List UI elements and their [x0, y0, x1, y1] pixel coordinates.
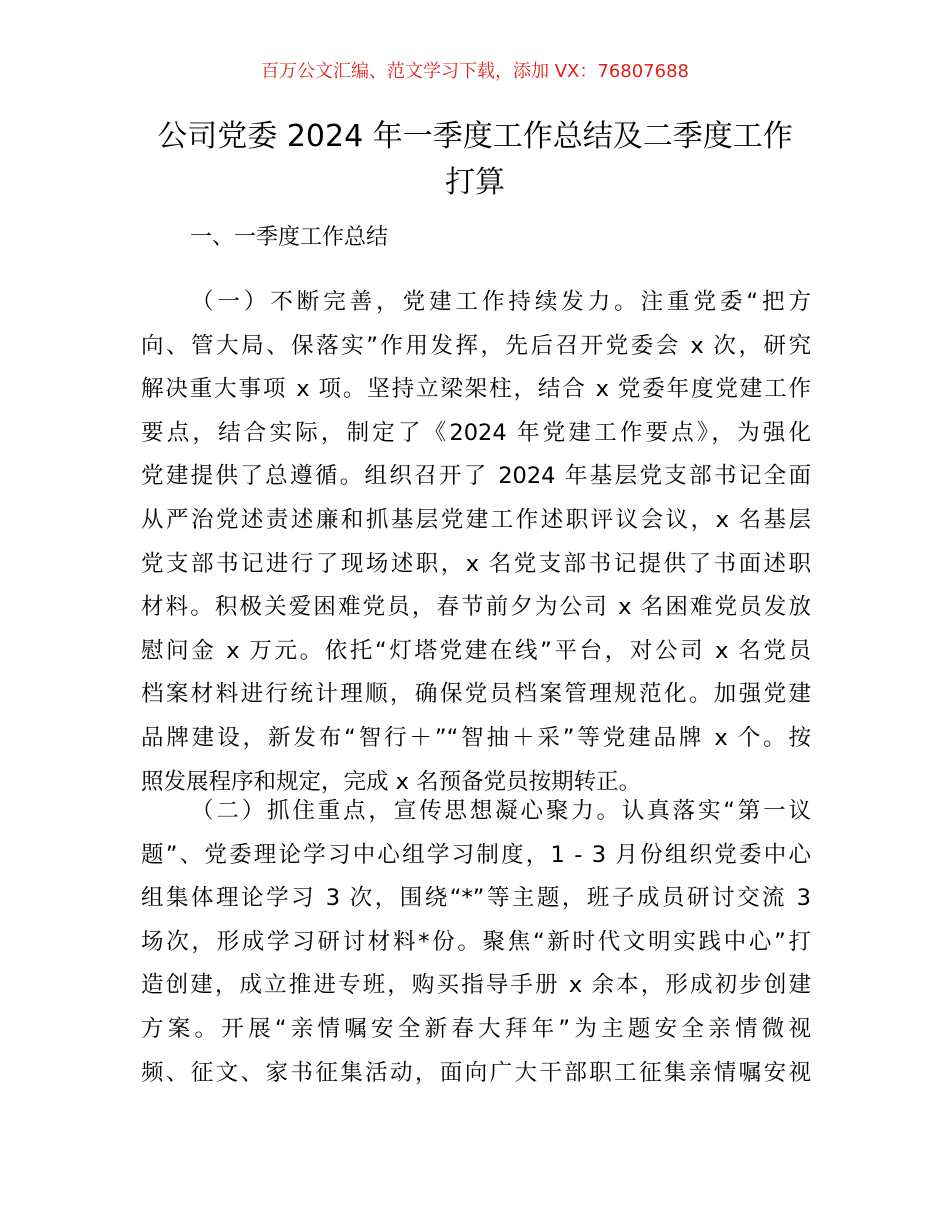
- text-line: 从严治党述责述廉和抓基层党建工作述职评议会议，x 名基层: [141, 506, 811, 533]
- text-line: 档案材料进行统计理顺，确保党员档案管理规范化。加强党建: [141, 681, 811, 708]
- document-title: [120, 114, 830, 206]
- text-line: 党建提供了总遵循。组织召开了 2024 年基层党支部书记全面: [141, 463, 811, 490]
- paragraph-1: [141, 281, 811, 804]
- text-line: 解决重大事项 x 项。坚持立梁架柱，结合 x 党委年度党建工作: [141, 376, 811, 403]
- text-line: 造创建，成立推进专班，购买指导手册 x 余本，形成初步创建: [141, 972, 811, 999]
- text-line: 题”、党委理论学习中心组学习制度，1 - 3 月份组织党委中心: [141, 841, 811, 868]
- text-line: 频、征文、家书征集活动，面向广大干部职工征集亲情嘱安视: [141, 1059, 811, 1086]
- text-line: 向、管大局、保落实”作用发挥，先后召开党委会 x 次，研究: [141, 332, 811, 359]
- text-line: （二）抓住重点，宣传思想凝心聚力。认真落实“第一议: [191, 798, 811, 824]
- text-line: （一）不断完善，党建工作持续发力。注重党委“把方: [191, 289, 811, 315]
- text-line: 场次，形成学习研讨材料*份。聚焦“新时代文明实践中心”打: [141, 928, 811, 955]
- text-line: 方案。开展“亲情嘱安全新春大拜年”为主题安全亲情微视: [141, 1015, 811, 1042]
- text-line: 党支部书记进行了现场述职，x 名党支部书记提供了书面述职: [141, 550, 811, 577]
- watermark-banner: 百万公文汇编、范文学习下载，添加 VX：76807688: [261, 61, 689, 82]
- title-line: 公司党委 2024 年一季度工作总结及二季度工作: [157, 119, 793, 154]
- title-line: 打算: [445, 165, 505, 200]
- text-line: 要点，结合实际，制定了《2024 年党建工作要点》，为强化: [141, 419, 811, 446]
- section-heading: 一、一季度工作总结: [190, 225, 389, 250]
- text-line: 慰问金 x 万元。依托“灯塔党建在线”平台，对公司 x 名党员: [141, 637, 811, 664]
- text-line: 品牌建设，新发布“智行＋”“智抽＋采”等党建品牌 x 个。按: [141, 724, 811, 751]
- paragraph-2: [141, 790, 811, 1095]
- text-line: 照发展程序和规定，完成 x 名预备党员按期转正。: [141, 768, 642, 795]
- text-line: 组集体理论学习 3 次，围绕“*”等主题，班子成员研讨交流 3: [141, 885, 811, 912]
- text-line: 材料。积极关爱困难党员，春节前夕为公司 x 名困难党员发放: [141, 594, 811, 621]
